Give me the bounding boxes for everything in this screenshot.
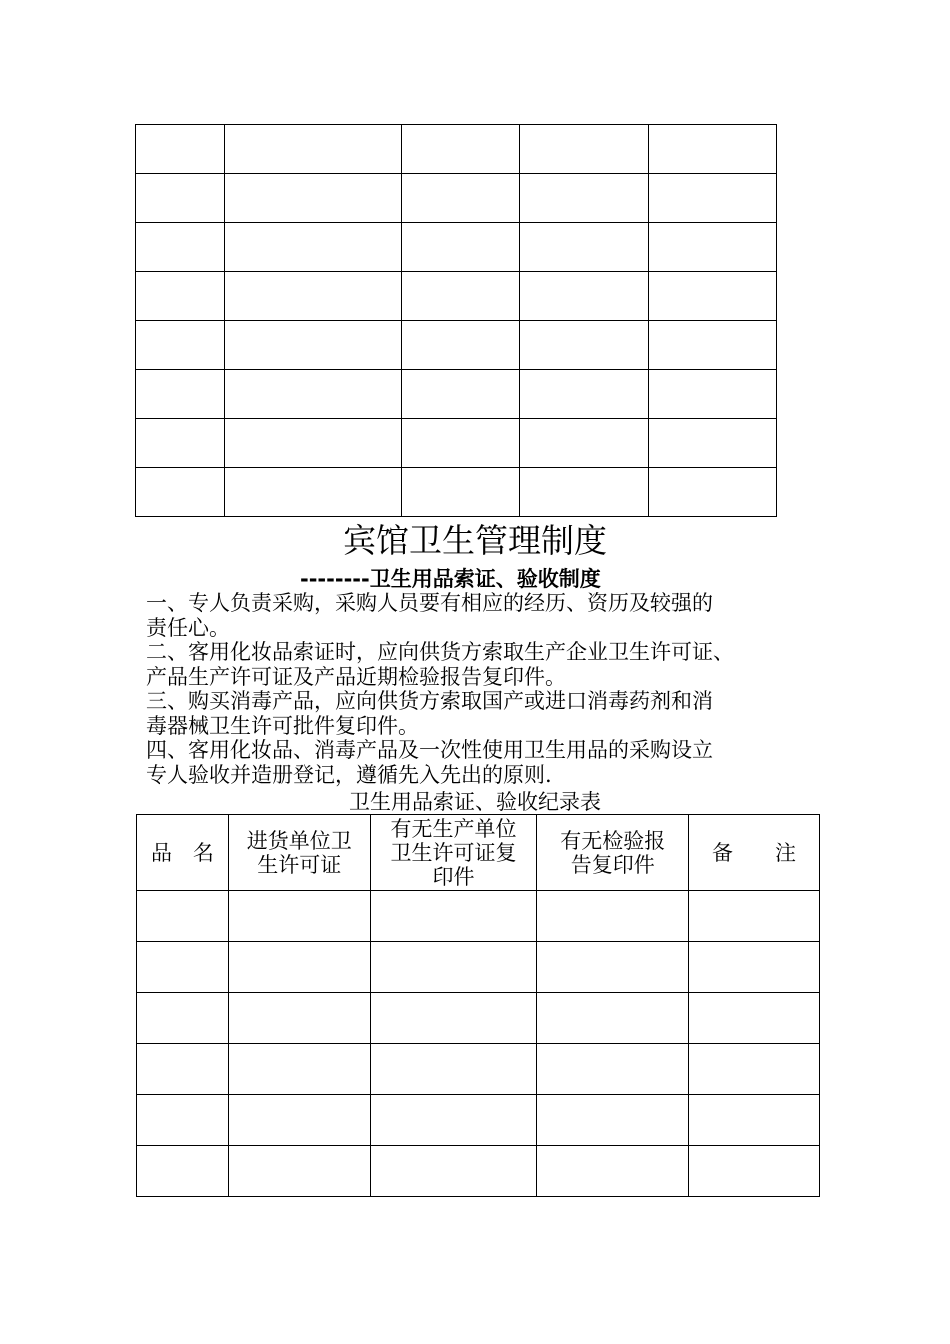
record-table <box>136 814 820 1197</box>
record-table-header-row <box>137 815 820 891</box>
header-line: 告复印件 <box>570 852 655 877</box>
header-line: 有无检验报 <box>560 828 666 853</box>
table-cell <box>370 891 537 942</box>
table-cell <box>136 370 225 419</box>
table-cell <box>224 419 401 468</box>
table-cell <box>537 891 689 942</box>
table-cell <box>136 468 225 517</box>
table-row <box>136 174 777 223</box>
record-table-header-cell <box>537 815 689 891</box>
table-cell <box>137 1146 229 1197</box>
table-cell <box>136 272 225 321</box>
table-cell <box>537 993 689 1044</box>
paragraph-line: 专人验收并造册登记，遵循先入先出的原则. <box>146 762 552 787</box>
table-cell <box>649 419 777 468</box>
table-cell <box>224 468 401 517</box>
table-cell <box>649 174 777 223</box>
table-cell <box>520 321 649 370</box>
table-cell <box>137 993 229 1044</box>
table-row <box>136 419 777 468</box>
table-cell <box>224 272 401 321</box>
table-cell <box>689 942 820 993</box>
record-table-header-cell <box>689 815 820 891</box>
table-cell <box>401 321 520 370</box>
table-cell <box>228 891 370 942</box>
table-row <box>136 125 777 174</box>
paragraph-line: 责任心。 <box>146 615 230 640</box>
table-cell <box>137 891 229 942</box>
table-cell <box>401 419 520 468</box>
header-line: 进货单位卫 <box>246 828 352 853</box>
top-blank-table <box>135 124 777 517</box>
table-cell <box>228 993 370 1044</box>
table-cell <box>228 1044 370 1095</box>
table-cell <box>136 174 225 223</box>
table-cell <box>689 891 820 942</box>
table-cell <box>649 125 777 174</box>
paragraph-line: 产品生产许可证及产品近期检验报告复印件。 <box>146 664 566 689</box>
table-cell <box>136 419 225 468</box>
record-table-header-cell <box>228 815 370 891</box>
table-cell <box>649 272 777 321</box>
table-cell <box>370 1146 537 1197</box>
table-cell <box>520 370 649 419</box>
paragraph-line: 一、专人负责采购，采购人员要有相应的经历、资历及较强的 <box>146 591 713 615</box>
table-cell <box>224 370 401 419</box>
header-line: 卫生许可证复 <box>390 840 517 865</box>
table-cell <box>689 1044 820 1095</box>
record-table-header-cell <box>137 815 229 891</box>
table-cell <box>224 321 401 370</box>
header-line: 品 名 <box>150 840 214 865</box>
table-cell <box>649 468 777 517</box>
table-cell <box>136 223 225 272</box>
paragraph-line: 二、客用化妆品索证时，应向供货方索取生产企业卫生许可证、 <box>146 640 734 664</box>
record-table-caption: 卫生用品索证、验收纪录表 <box>349 790 601 814</box>
table-cell <box>520 468 649 517</box>
table-cell <box>136 125 225 174</box>
table-cell <box>520 419 649 468</box>
table-cell <box>224 174 401 223</box>
table-cell <box>370 993 537 1044</box>
table-cell <box>370 1044 537 1095</box>
table-cell <box>537 1095 689 1146</box>
table-cell <box>649 321 777 370</box>
paragraph-line: 三、购买消毒产品，应向供货方索取国产或进口消毒药剂和消 <box>146 689 713 713</box>
table-cell <box>136 321 225 370</box>
header-line: 有无生产单位 <box>390 816 517 841</box>
table-cell <box>520 174 649 223</box>
document-subtitle: --------卫生用品索证、验收制度 <box>300 567 601 591</box>
table-cell <box>520 272 649 321</box>
table-row <box>136 272 777 321</box>
table-row <box>136 321 777 370</box>
paragraph-line: 四、客用化妆品、消毒产品及一次性使用卫生用品的采购设立 <box>146 738 713 762</box>
table-row <box>137 1095 820 1146</box>
document-title: 宾馆卫生管理制度 <box>343 521 607 560</box>
table-row <box>136 370 777 419</box>
table-cell <box>224 125 401 174</box>
table-cell <box>228 1146 370 1197</box>
table-cell <box>537 1146 689 1197</box>
table-cell <box>401 125 520 174</box>
table-cell <box>137 942 229 993</box>
table-row <box>137 993 820 1044</box>
table-cell <box>689 993 820 1044</box>
table-cell <box>401 272 520 321</box>
table-cell <box>689 1095 820 1146</box>
table-cell <box>537 942 689 993</box>
table-cell <box>537 1044 689 1095</box>
paragraph-line: 毒器械卫生许可批件复印件。 <box>146 713 419 738</box>
body-text <box>146 591 836 787</box>
table-cell <box>401 174 520 223</box>
table-row <box>137 1146 820 1197</box>
table-cell <box>228 942 370 993</box>
table-row <box>137 942 820 993</box>
table-cell <box>520 125 649 174</box>
table-cell <box>401 370 520 419</box>
table-cell <box>649 223 777 272</box>
table-row <box>136 468 777 517</box>
table-cell <box>228 1095 370 1146</box>
table-cell <box>649 370 777 419</box>
header-line: 生许可证 <box>257 852 342 877</box>
table-cell <box>401 468 520 517</box>
table-cell <box>689 1146 820 1197</box>
table-cell <box>137 1044 229 1095</box>
header-line: 印件 <box>432 864 475 889</box>
table-cell <box>401 223 520 272</box>
table-cell <box>520 223 649 272</box>
table-cell <box>224 223 401 272</box>
table-row <box>137 1044 820 1095</box>
header-line: 备 注 <box>712 840 797 865</box>
table-cell <box>137 1095 229 1146</box>
table-cell <box>370 942 537 993</box>
table-cell <box>370 1095 537 1146</box>
table-row <box>137 891 820 942</box>
table-row <box>136 223 777 272</box>
record-table-header-cell <box>370 815 537 891</box>
